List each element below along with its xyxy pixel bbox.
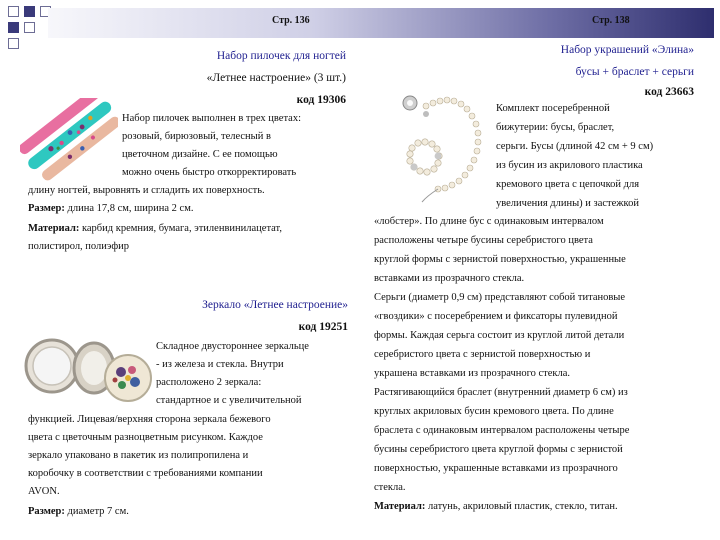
mirror-desc-9: AVON. [28, 486, 60, 497]
corner-square-5 [24, 22, 35, 33]
material-label: Материал: [28, 223, 80, 234]
mirror-desc-8: коробочку в соответствии с требованиями компании [28, 468, 263, 479]
jewelry-full-13: бусины серебристого цвета круглой формы с зернистой [374, 444, 623, 455]
jewelry-material [374, 498, 618, 516]
corner-square-1 [8, 6, 19, 17]
corner-square-4 [8, 22, 19, 33]
nail-file-code: код 19306 [296, 94, 346, 106]
nail-file-title-1: Набор пилочек для ногтей [216, 50, 346, 62]
jewelry-full-10: Растягивающийся браслет (внутренний диаметр 6 см) из [374, 387, 628, 398]
nail-files-image [20, 98, 118, 184]
jewelry-desc-6: увеличения длины) и застежкой [496, 198, 639, 209]
left-page-label: Стр. 136 [272, 15, 310, 26]
jewelry-full-4: вставками из прозрачного стекла. [374, 273, 525, 284]
jewelry-desc-2: бижутерии: бусы, браслет, [496, 122, 615, 133]
nail-file-material-2: полистирол, полиэфир [28, 241, 130, 252]
jewelry-desc-3: серьги. Бусы (длиной 42 см + 9 см) [496, 141, 654, 152]
mirror-size-value: диаметр 7 см. [64, 506, 129, 517]
jewelry-full-14: поверхностью, украшенные вставками из прозрачного [374, 463, 618, 474]
nail-file-desc-5: длину ногтей, выровнять и сгладить их поверхность. [28, 185, 265, 196]
mirror-desc-3: расположено 2 зеркала: [156, 377, 262, 388]
jewelry-code: код 23663 [644, 86, 694, 98]
jewelry-full-15: стекла. [374, 482, 406, 493]
mirror-desc-1: Складное двустороннее зеркальце [156, 341, 309, 352]
jewelry-material-value: латунь, акриловый пластик, стекло, титан. [425, 501, 618, 512]
jewelry-full-1: «лобстер». По длине бус с одинаковым интервалом [374, 216, 604, 227]
mirror-size [28, 503, 129, 521]
jewelry-full-11: круглых акриловых бусин кремового цвета. По длине [374, 406, 614, 417]
mirror-size-label: Размер: [28, 506, 65, 517]
corner-square-2 [24, 6, 35, 17]
jewelry-desc-5: кремового цвета с цепочкой для [496, 179, 640, 190]
mirror-code: код 19251 [298, 321, 348, 333]
jewelry-full-3: круглой формы с зернистой поверхностью, украшенные [374, 254, 626, 265]
right-page-label: Стр. 138 [592, 15, 630, 26]
mirror-desc-4: стандартное и с увеличительной [156, 395, 302, 406]
nail-file-desc-3: цветочном дизайне. С ее помощью [122, 149, 278, 160]
mirror-desc-6: цвета с цветочным разноцветным рисунком. Каждое [28, 432, 263, 443]
size-value: длина 17,8 см, ширина 2 см. [64, 203, 194, 214]
jewelry-desc-1: Комплект посеребренной [496, 103, 610, 114]
size-label: Размер: [28, 203, 65, 214]
compact-mirror-image [18, 326, 154, 412]
material-value: карбид кремния, бумага, этиленвинилацетат, [79, 223, 282, 234]
mirror-title: Зеркало «Летнее настроение» [202, 299, 348, 311]
jewelry-title-2: бусы + браслет + серьги [575, 66, 694, 78]
nail-file-material [28, 220, 282, 238]
jewelry-full-8: серебристого цвета с зернистой поверхностью и [374, 349, 591, 360]
nail-file-desc-1: Набор пилочек выполнен в трех цветах: [122, 113, 302, 124]
jewelry-set-image [382, 88, 494, 208]
jewelry-full-12: браслета с одинаковым интервалом расположены четыре [374, 425, 630, 436]
mirror-desc-2: - из железа и стекла. Внутри [156, 359, 284, 370]
nail-file-size [28, 200, 193, 218]
jewelry-full-5: Серьги (диаметр 0,9 см) представляют собой титановые [374, 292, 626, 303]
nail-file-title-2: «Летнее настроение» (3 шт.) [206, 72, 346, 84]
jewelry-full-9: украшена вставками из прозрачного стекла. [374, 368, 571, 379]
corner-square-6 [8, 38, 19, 49]
nail-file-desc-4: можно очень быстро откорректировать [122, 167, 297, 178]
jewelry-desc-4: из бусин из акрилового пластика [496, 160, 643, 171]
jewelry-title-1: Набор украшений «Элина» [560, 44, 694, 56]
jewelry-material-label: Материал: [374, 501, 426, 512]
nail-file-desc-2: розовый, бирюзовый, телесный в [122, 131, 271, 142]
jewelry-full-7: формы. Каждая серьга состоит из круглой литой детали [374, 330, 625, 341]
jewelry-full-2: расположены четыре бусины серебристого цвета [374, 235, 593, 246]
mirror-desc-5: функцией. Лицевая/верхняя сторона зеркала бежевого [28, 414, 271, 425]
jewelry-full-6: «гвоздики» с посеребрением и фиксаторы пулевидной [374, 311, 618, 322]
mirror-desc-7: зеркало упаковано в пакетик из полипропилена и [28, 450, 249, 461]
